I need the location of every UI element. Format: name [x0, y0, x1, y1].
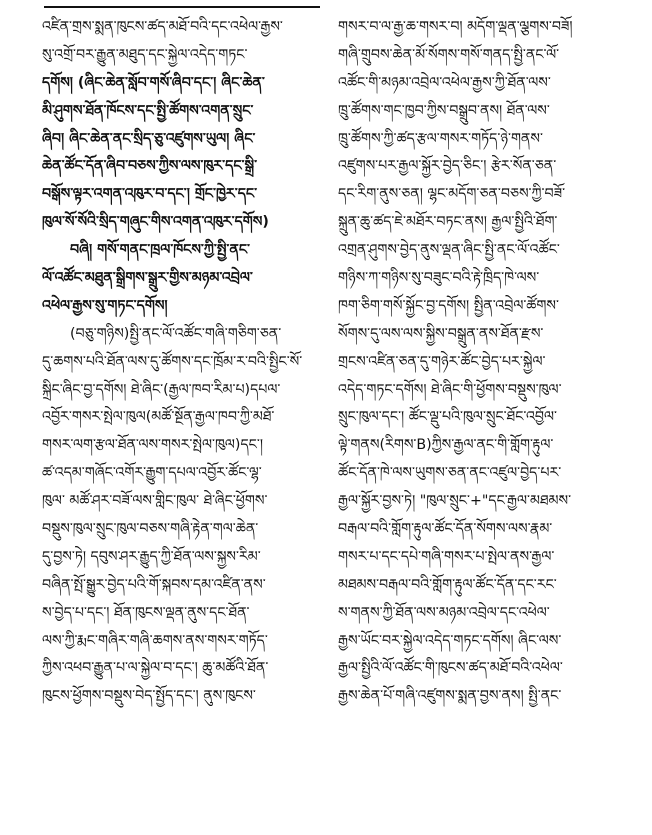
text-line: ཚོང་དོན་ཁེ་ལས་ཡུགས་ཅན་ནང་འཛུལ་བྱེད་པར་	[338, 465, 562, 482]
text-line: ཆེན་ཚོང་དོན་ཞིབ་བཅས་ཀྱིས་ལས་ཁུར་དང་སྒྲི་	[42, 158, 258, 175]
text-line: སྲུང་ཁུལ་དང་། ཚོང་ལྡུ་པའི་ཁུལ་སྲུང་ཐོང་འབྱོལ་	[338, 409, 557, 426]
text-line: ཞིབ། ཞིང་ཆེན་ནང་སྲིད་ཅུ་འཛུགས་ཡུལ། ཞིང་	[42, 130, 256, 147]
text-line: འཕེལ་རྒྱས་སུ་གཏང་དགོས།	[42, 297, 168, 314]
right-text-column	[338, 14, 620, 711]
text-line: ས་བྱེད་པ་དང་། ཐོན་ཁུངས་ལྡན་ནུས་དང་ཐོན་	[42, 604, 250, 621]
text-line: རྒྱལ་སྐྱོར་བྱས་ཏེ། "ཁུལ་སྲུང་+"དང་རྒྱལ་མཐམས་	[338, 493, 572, 510]
text-line: ཀྱིས་འཕབ་རྒྱུན་པ་ལ་སྐྱེལ་བ་དང་། ཆུ་མཚོའི་ཐོན་	[42, 660, 269, 677]
text-line: བསྒོས་ལྟར་འགན་འཁུར་བ་དང་། གྲོང་ཁྱེར་དང་	[42, 186, 258, 203]
text-line: བསྡུས་ཁུལ་སྲུང་ཁུལ་བཅས་གཞི་རྟེན་གལ་ཆེན་	[42, 521, 259, 538]
text-line: ས་གནས་ཀྱི་ཐོན་ལས་མཉམ་འབྲེལ་དང་འཕེལ་	[338, 604, 550, 621]
text-line: གསར་ལག་རྩལ་ཐོན་ལས་གསར་སྤེལ་ཁུལ)དང་།	[42, 437, 264, 454]
text-line: སྐྲུན་ཆུ་ཚད་ཇེ་མཐོར་བཏང་ནས། རྒྱལ་སྤྱིའི་ཐོག་	[338, 214, 558, 231]
text-line: ཁྲུ་ཚོགས་ཀྱི་ཚད་རྩལ་གསར་གཏོད་ཉེ་གནས་	[338, 130, 543, 147]
text-line: གཞི་གྲུབས་ཆེན་མོ་སོགས་གསོ་གནད་སྤྱི་ནང་ལོ་	[338, 46, 560, 63]
text-line: རྒྱས་ཆེན་པོ་གཞི་འཛུགས་སྨན་བྱས་ནས། སྤྱི་ནང་	[338, 688, 562, 705]
text-line: རྒྱལ་སྤྱིའི་ལོ་འཚོང་གི་ཁུངས་ཚད་མཐོ་བའི་འཕེལ་	[338, 660, 563, 677]
top-rule-divider	[44, 6, 320, 8]
text-line: མི་ཤུགས་ཐོན་ཁོངས་དང་སྤྱི་ཚོགས་འགན་སྲུང་	[42, 102, 254, 119]
text-line: ལས་ཀྱི་རྨང་གཞིར་གཞི་ཆགས་ནས་གསར་གཏོད་	[42, 632, 268, 649]
text-line: འབྱོར་གསར་སྤེལ་ཁུལ(མཚོ་སྔོན་རྒྱལ་ཁབ་ཀྱི་མཐོ་	[42, 409, 275, 426]
text-line: དགོས། (ཞིང་ཆེན་སློབ་གསོ་ཞིབ་དང་། ཞིང་ཆེན་	[42, 74, 265, 91]
text-line: ཁུལ་སོ་སོའི་སྲིད་གཞུང་གིས་འགན་འཁུར་དགོས)	[42, 214, 269, 231]
text-line: འཚོང་གི་མཉམ་འབྲེལ་འཕེལ་རྒྱས་ཀྱི་ཐོན་ལས་	[338, 74, 551, 91]
text-line: རྒྱས་ཡོང་བར་སྐྱེལ་འདེད་གཏང་དགོས། ཞིང་ལས་	[338, 632, 562, 649]
left-text-column	[42, 14, 324, 711]
text-line: དང་རིག་ནུས་ཅན། ལྷང་མདོག་ཅན་བཅས་ཀྱི་བཟོ་	[338, 186, 566, 203]
text-line: སུ་འགྲོ་བར་རྒྱུན་མཐུད་དང་སྐྱེལ་འདེད་གཏང་	[42, 46, 248, 63]
text-line: སོགས་དུ་ལས་ལས་སྐྱིས་བསྒྲུན་ནས་ཐོན་རྫས་	[338, 325, 544, 342]
text-line: གསར་བ་ལ་རྒྱ་ཆ་གསར་བ། མདོག་ལྡན་ལྕགས་བཟོ།	[338, 19, 573, 35]
text-line: ཚ་འདམ་གཞོང་འགོར་རྒྱུག་དཔལ་འབྱོར་ཚོང་ལྷ་	[42, 465, 262, 482]
text-line: ཁུངས་ཕྱོགས་བསྡུས་བེད་སྤྱོད་དང་། ནུས་ཁུངས་	[42, 688, 256, 705]
text-line: བཞིན་སྤོ་སྒྱུར་བྱེད་པའི་གོ་སྐབས་དམ་འཛིན་ནས་	[42, 576, 266, 593]
text-line: (བཅུ་གཉིས)སྤྱི་ནང་ལོ་འཚོང་གཞི་གཅིག་ཅན་	[70, 325, 282, 342]
text-line: གྲངས་འཛིན་ཅན་དུ་གཉེར་ཚོང་བྱེད་པར་སྐྱེལ་	[338, 353, 546, 370]
text-line: ཁུལ་ མཚོ་ཤར་བཟོ་ལས་གླིང་ཁུལ་ ཐེ་ཞིང་ཕྱོགས་	[42, 493, 268, 510]
text-line: གཉིས་ཀ་གཉིས་སུ་བཟུང་བའི་རྟེ་ཁྲིད་ཁེ་ལས་	[338, 270, 540, 287]
text-line: མཐམས་བརྒལ་བའི་གློག་རྟུལ་ཚོང་དོན་དང་རང་	[338, 576, 557, 593]
text-line: འཛུགས་པར་རྒྱལ་སྐྱོར་བྱེད་ཅིང་། རྩེར་སོན་ཅན་	[338, 158, 557, 175]
text-line: ལྟེ་གནས(རིགས་B)ཀྱིས་རྒྱལ་ནང་གི་གློག་རྟུལ་	[338, 437, 554, 454]
text-line: ཁག་ཅིག་གསོ་སྐྱོང་བྱ་དགོས། སྤྱིན་འབྲེལ་ཚོགས་	[338, 297, 559, 314]
text-line: བཞི། གསོ་གནང་ཁྲལ་ཁོངས་ཀྱི་སྤྱི་ནང་	[70, 242, 251, 259]
text-line: ལོ་འཚོང་མཐུན་སྒྲིགས་སྒྲུར་གྱིས་མཉམ་འབྲེལ་	[42, 270, 253, 287]
text-line: གསར་པ་དང་དཔེ་གཞི་གསར་པ་སྤེལ་ནས་རྒྱལ་	[338, 548, 555, 565]
text-line: སྐྲིང་ཞིང་བྱ་དགོས། ཐེ་ཞིང་(རྒྱལ་ཁབ་རིམ་པ)དཔལ་	[42, 381, 281, 398]
text-line: འགྲན་ཤུགས་བྱེད་ནུས་ལྡན་ཞིང་སྤྱི་ནང་ལོ་འཚོང་	[338, 242, 560, 259]
text-line: འདེད་གཏང་དགོས། ཐེ་ཞིང་གི་ཕྱོགས་བསྡུས་ཁུལ་	[338, 381, 562, 398]
text-line: དུ་བྱས་ཏེ། དབུས་ཤར་རྒྱུད་ཀྱི་ཐོན་ལས་སྐྱས་རིམ་	[42, 548, 261, 565]
text-line: དུ་ཆགས་པའི་ཐོན་ལས་དུ་ཚོགས་དང་ཁྲོམ་ར་བའི་སྤྱིང་སོ་	[42, 353, 303, 370]
text-line: བརྒལ་བའི་གློག་རྟུལ་ཚོང་དོན་སོགས་ལས་རྣམ་	[338, 521, 553, 538]
text-line: ཁྲུ་ཚོགས་གང་ཁྱབ་ཀྱིས་བསྒྲུབ་ནས། ཐོན་ལས་	[338, 102, 550, 119]
text-line: འཛིན་གྲས་སྨན་ཁུངས་ཚད་མཐོ་བའི་དང་འཕེལ་རྒྱས་	[42, 19, 283, 35]
